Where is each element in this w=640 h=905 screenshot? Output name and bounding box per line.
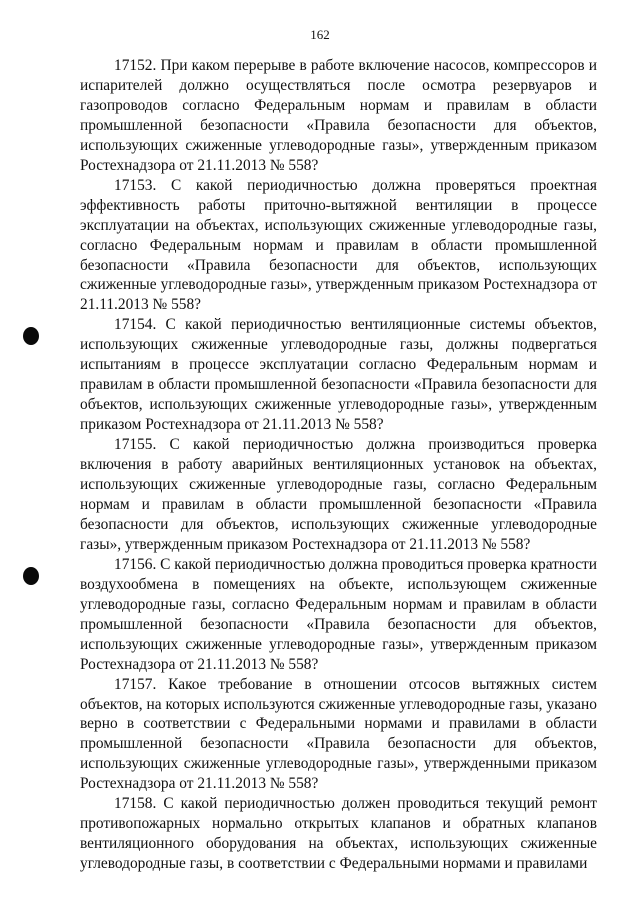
- question-17156: 17156. С какой периодичностью должна проводиться проверка кратности воздухообмена в помещениях на объекте, использующем сжиженные углеводородные газы, согласно Федеральным нормам и правилам в области промышленной безопасности «Правила безопасности для объектов, использующих сжиженные углеводородные газы», утвержденным приказом Ростехнадзора от 21.11.2013 № 558?: [80, 555, 597, 673]
- question-17157: 17157. Какое требование в отношении отсосов вытяжных систем объектов, на которых используются сжиженные углеводородные газы, указано верно в соответствии с Федеральными нормами и правилами в области промышленной безопасности «Правила безопасности для объектов, использующих сжиженные углеводородные газы», утвержденными приказом Ростехнадзора от 21.11.2013 № 558?: [80, 675, 597, 793]
- question-17152: 17152. При каком перерыве в работе включение насосов, компрессоров и испарителей должно осуществляться после осмотра резервуаров и газопроводов согласно Федеральным нормам и правилам в области промышленной безопасности «Правила безопасности для объектов, использующих сжиженные углеводородные газы», утвержденным приказом Ростехнадзора от 21.11.2013 № 558?: [80, 57, 597, 174]
- punch-hole-mark: [23, 567, 39, 585]
- punch-hole-mark: [23, 327, 39, 345]
- question-17158: 17158. С какой периодичностью должен проводиться текущий ремонт противопожарных нормально открытых клапанов и обратных клапанов вентиляционного оборудования на объектах, использующих сжиженные углеводородные газы, в соответствии с Федеральными нормами и правилами: [80, 795, 597, 873]
- question-17154: 17154. С какой периодичностью вентиляционные системы объектов, использующих сжиженные углеводородные газы, должны подвергаться испытаниям в процессе эксплуатации согласно Федеральным нормам и правилам в области промышленной безопасности «Правила безопасности для объектов, использующих сжиженные углеводородные газы», утвержденным приказом Ростехнадзора от 21.11.2013 № 558?: [80, 316, 597, 434]
- question-17153: 17153. С какой периодичностью должна проверяться проектная эффективность работы приточно-вытяжной вентиляции в процессе эксплуатации на объектах, использующих сжиженные углеводородные газы, согласно Федеральным нормам и правилам в области промышленной безопасности «Правила безопасности для объектов, использующих сжиженные углеводородные газы», утвержденным приказом Ростехнадзора от 21.11.2013 № 558?: [80, 176, 597, 314]
- question-list: [80, 56, 597, 874]
- page-number: 162: [310, 27, 330, 42]
- question-17155: 17155. С какой периодичностью должна производиться проверка включения в работу аварийных вентиляционных установок на объектах, использующих сжиженные углеводородные газы, согласно Федеральным нормам и правилам в области промышленной безопасности «Правила безопасности для объектов, использующих сжиженные углеводородные газы», утвержденным приказом Ростехнадзора от 21.11.2013 № 558?: [80, 436, 597, 553]
